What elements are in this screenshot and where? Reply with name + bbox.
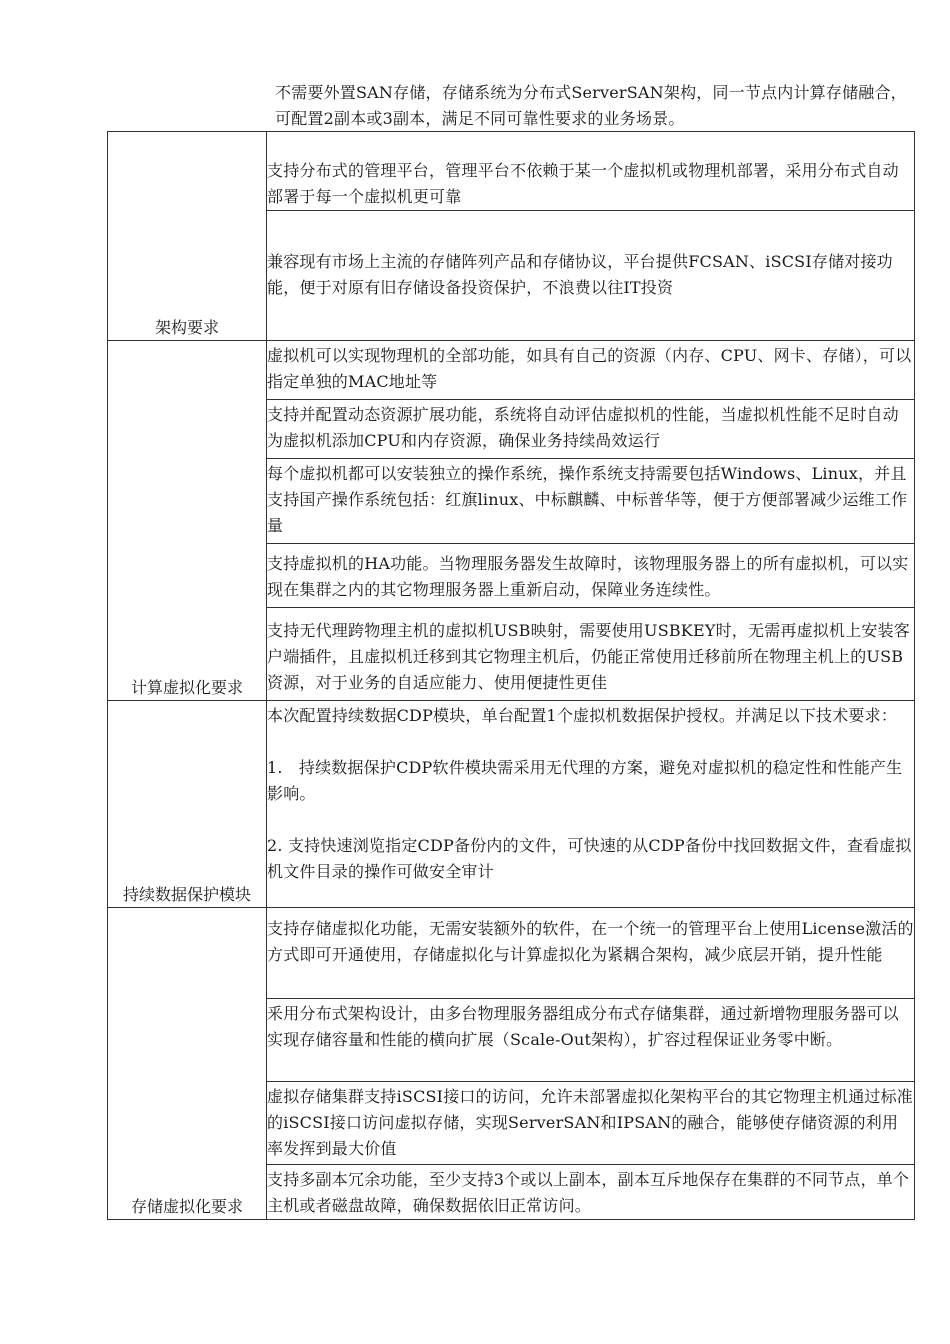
table-cell — [267, 341, 915, 400]
section-label-storage — [108, 908, 267, 1220]
section-label-text: 计算虚拟化要求 — [130, 678, 243, 697]
requirement-text: 支持分布式的管理平台，管理平台不依赖于某一个虚拟机或物理机部署，采用分布式自动部署于每一个虚拟机更可靠 — [267, 161, 899, 206]
section-label-architecture — [108, 132, 267, 341]
section-label-text: 存储虚拟化要求 — [130, 1197, 243, 1216]
table-cell — [267, 132, 915, 211]
table-cell — [267, 608, 915, 701]
table-row — [108, 701, 915, 908]
table-cell — [267, 908, 915, 999]
requirement-text: 釆用分布式架构设计，由多台物理服务器组成分布式存储集群，通过新增物理服务器可以实现存储容量和性能的横向扩展（Scale-Out架构），扩容过程保证业务零中断。 — [267, 1004, 899, 1049]
table-cell — [267, 400, 915, 459]
intro-paragraph: 不需要外置SAN存储，存储系统为分布式ServerSAN架构，同一节点内计算存储融合，可配置2副本或3副本，满足不同可靠性要求的业务场景。 — [275, 83, 907, 128]
requirement-text: 支持存储虚拟化功能，无需安装额外的软件，在一个统一的管理平台上使用License激活的方式即可开通使用，存储虚拟化与计算虚拟化为紧耦合架构，减少底层开销，提升性能 — [267, 919, 914, 964]
table-cell — [267, 544, 915, 608]
requirement-text: 支持无代理跨物理主机的虚拟机USB映射，需要使用USBKEY时，无需再虚拟机上安装客户端插件，且虚拟机迁移到其它物理主机后，仍能正常使用迁移前所在物理主机上的USB资源，对于业务的自适应能力、使用便捷性更佳 — [267, 621, 911, 692]
table-row — [108, 341, 915, 400]
table-row — [108, 908, 915, 999]
requirements-table — [107, 131, 915, 1220]
table-cell — [267, 1165, 915, 1220]
cdp-point-2: 2. 支持快速浏览指定CDP备份内的文件，可快速的从CDP备份中找回数据文件，查看虚拟机文件目录的操作可做安全审计 — [267, 836, 912, 881]
table-row — [108, 132, 915, 211]
requirement-text: 支持并配置动态资源扩展功能，系统将自动评估虚拟机的性能，当虚拟机性能不足时自动为虚拟机添加CPU和内存资源，确保业务持续咼效运行 — [267, 405, 899, 450]
requirement-text: 每个虚拟机都可以安装独立的操作系统，操作系统支持需要包括Windows、Linux，并且支持国产操作系统包括：红旗linux、中标麒麟、中标普华等，便于方便部署减少运维工作量 — [267, 464, 908, 535]
requirement-text: 支持虚拟机的HA功能。当物理服务器发生故障时，该物理服务器上的所有虚拟机，可以实现在集群之内的其它物理服务器上重新启动，保障业务连续性。 — [267, 554, 909, 599]
section-label-compute — [108, 341, 267, 701]
section-label-cdp — [108, 701, 267, 908]
table-cell — [267, 211, 915, 341]
table-cell — [267, 701, 915, 908]
table-cell — [267, 1082, 915, 1165]
requirement-text: 虚拟机可以实现物理机的全部功能，如具有自己的资源（内存、CPU、网卡、存储），可以指定单独的MAC地址等 — [267, 346, 912, 391]
section-label-text: 架构要求 — [154, 318, 219, 337]
requirement-text: 虚拟存储集群支持iSCSI接口的访问，允许未部署虚拟化架构平台的其它物理主机通过标准的iSCSI接口访问虚拟存储，实现ServerSAN和IPSAN的融合，能够使存储资源的利用率发挥到最大价值 — [267, 1087, 914, 1158]
requirement-text: 支持多副本冗余功能，至少支持3个或以上副本，副本互斥地保存在集群的不同节点，单个主机或者磁盘故障，确保数据依旧正常访问。 — [267, 1170, 910, 1215]
table-cell — [267, 459, 915, 544]
requirement-text: 兼容现有市场上主流的存储阵列产品和存储协议，平台提供FCSAN、iSCSI存储对接功能，便于对原有旧存储设备投资保护，不浪费以往IT投资 — [267, 252, 893, 297]
cdp-point-1: 1. 持续数据保护CDP软件模块需采用无代理的方案，避免对虚拟机的稳定性和性能产生影响。 — [267, 758, 903, 803]
cdp-intro-text: 本次配置持续数据CDP模块，单台配置1个虚拟机数据保护授权。并满足以下技术要求： — [267, 706, 898, 725]
table-cell — [267, 999, 915, 1082]
section-label-text: 持续数据保护模块 — [122, 885, 251, 904]
